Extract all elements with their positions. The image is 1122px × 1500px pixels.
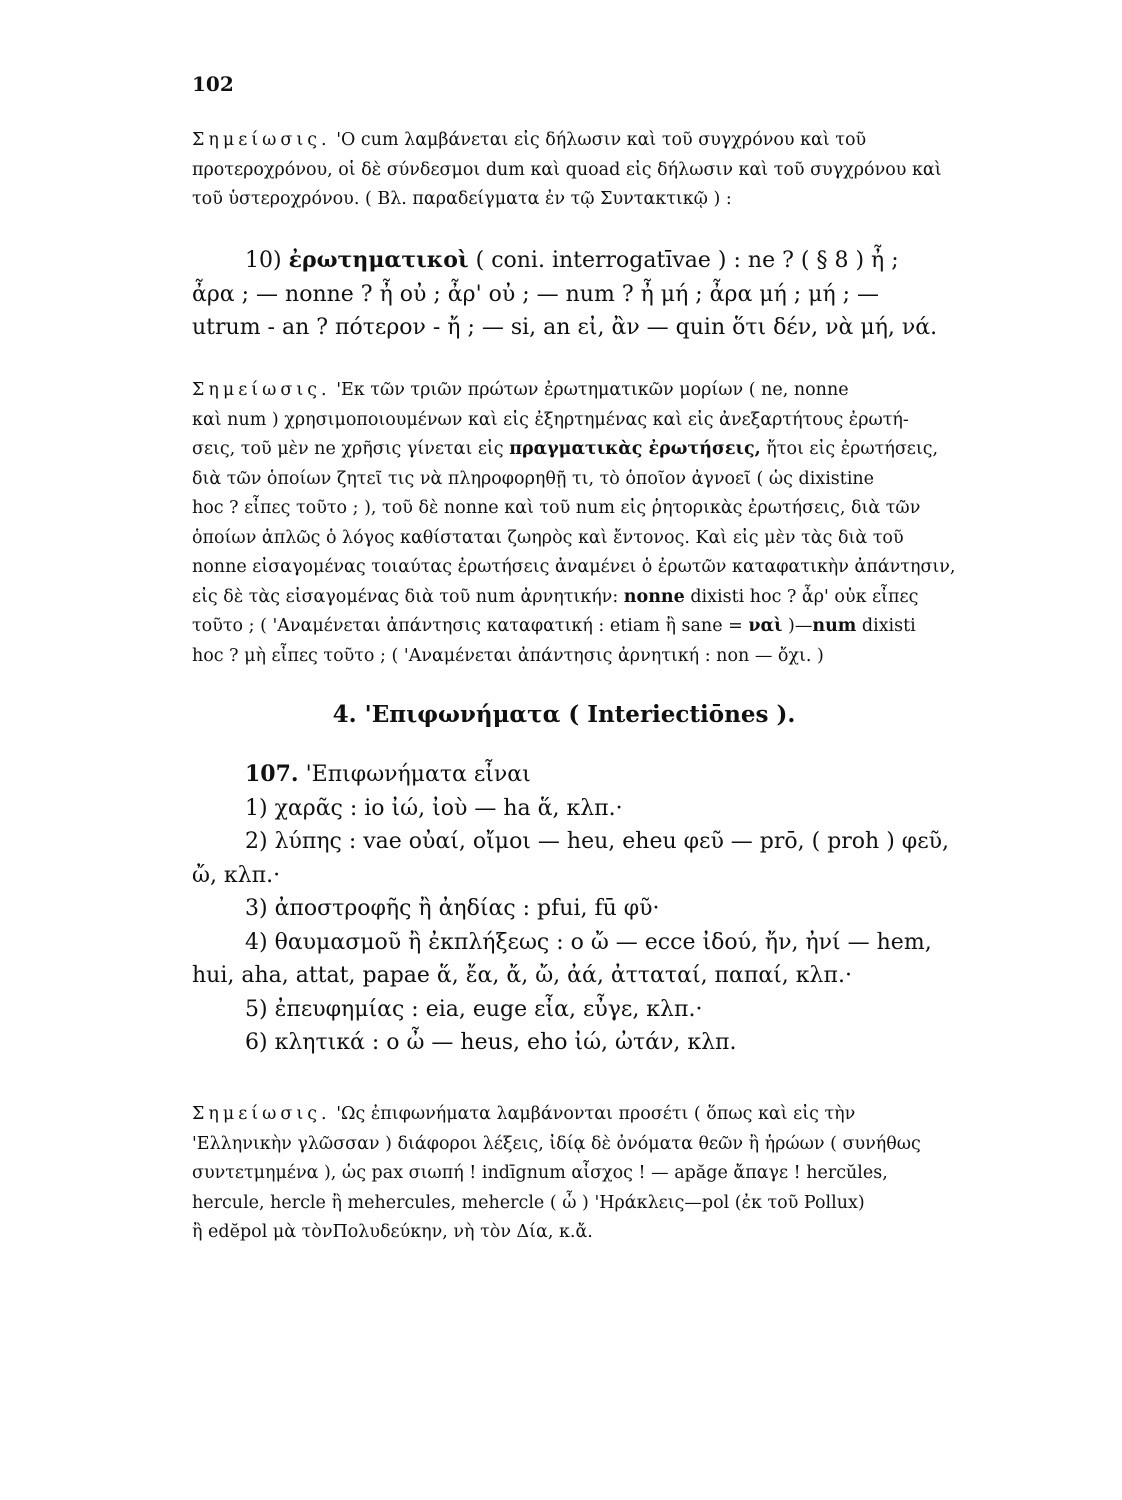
note-3-line-2: 'Ελληνικὴν γλῶσσαν ) διάφοροι λέξεις, ἰδίᾳ δὲ ὀνόματα θεῶν ἢ ἡρώων ( συνήθως bbox=[192, 1133, 921, 1154]
section-107 bbox=[192, 758, 949, 1060]
note-1-line-1: Σημείωσις. 'Ο cum λαμβάνεται εἰς δήλωσιν καὶ τοῦ συγχρόνου καὶ τοῦ bbox=[192, 130, 867, 150]
list-item: 3) ἀποστροφῆς ἢ ἀηδίας : pfui, fū φῦ· bbox=[245, 896, 660, 921]
note-2-line-4: διὰ τῶν ὁποίων ζητεῖ τις νὰ πληροφορηθῇ τι, τὸ ὁποῖον ἀγνοεῖ ( ὡς dixistine bbox=[192, 468, 875, 489]
section-heading: 4. 'Επιφωνήματα ( Interiectiōnes ). bbox=[332, 701, 796, 728]
note-1 bbox=[192, 126, 942, 215]
note-2-line-7: nonne εἰσαγομένας τοιαύτας ἐρωτήσεις ἀναμένει ὁ ἐρωτῶν καταφατικὴν ἀπάντησιν, bbox=[192, 557, 956, 577]
note-3-line-5: ἢ edĕpol μὰ τὸνΠολυδεύκην, νὴ τὸν Δία, κ.ἄ. bbox=[192, 1222, 593, 1242]
note-2-line-8: εἰς δὲ τὰς εἰσαγομένας διὰ τοῦ num ἀρνητικήν: nonne dixisti hoc ? ἆρ' οὐκ εἶπες bbox=[192, 586, 919, 607]
note-label: Σημείωσις. bbox=[192, 130, 331, 150]
note-label: Σημείωσις. bbox=[192, 1104, 331, 1124]
list-item-continuation: ὤ, κλπ.· bbox=[192, 862, 281, 888]
list-item: 4) θαυμασμοῦ ἢ ἐκπλήξεως : o ὤ — ecce ἰδού, ἤν, ἠνί — hem, bbox=[245, 929, 932, 955]
note-2 bbox=[192, 376, 956, 671]
item-10-term: ἐρωτηματικοὶ bbox=[288, 247, 469, 273]
note-1-line-2: προτεροχρόνου, οἱ δὲ σύνδεσμοι dum καὶ quoad εἰς δήλωσιν καὶ τοῦ συγχρόνου καὶ bbox=[192, 159, 942, 180]
item-10-line-3: utrum - an ? πότερον - ἤ ; — si, an εἰ, ἂν — quin ὅτι δέν, νὰ μή, νά. bbox=[192, 315, 938, 340]
item-10-line-2: ἆρα ; — nonne ? ἦ οὐ ; ἆρ' οὐ ; — num ? ἦ μή ; ἆρα μή ; μή ; — bbox=[192, 281, 880, 307]
list-item: 5) ἐπευφημίας : eia, euge εἶα, εὖγε, κλπ.· bbox=[245, 996, 703, 1022]
list-item-continuation: hui, aha, attat, papae ἅ, ἔα, ἄ, ὤ, ἀά, ἀτταταί, παπαί, κλπ.· bbox=[192, 963, 852, 988]
note-label: Σημείωσις. bbox=[192, 380, 331, 400]
item-10 bbox=[192, 244, 936, 345]
list-item: 1) χαρᾶς : io ἰώ, ἰοὺ — ha ἅ, κλπ.· bbox=[245, 795, 623, 821]
note-2-line-3: σεις, τοῦ μὲν ne χρῆσις γίνεται εἰς πραγματικὰς ἐρωτήσεις, ἤτοι εἰς ἐρωτήσεις, bbox=[192, 439, 939, 459]
note-1-line-3: τοῦ ὑστεροχρόνου. ( Βλ. παραδείγματα ἐν τῷ Συντακτικῷ ) : bbox=[192, 189, 732, 209]
note-3-line-3: συντετμημένα ), ὡς pax σιωπή ! indīgnum αἶσχος ! — apăge ἄπαγε ! hercŭles, bbox=[192, 1163, 888, 1183]
section-107-intro: 107. 'Επιφωνήματα εἶναι bbox=[245, 761, 531, 787]
page-number: 102 bbox=[192, 72, 234, 96]
note-3 bbox=[192, 1100, 932, 1248]
note-2-line-9: τοῦτο ; ( 'Αναμένεται ἀπάντησις καταφατική : etiam ἢ sane = ναὶ )—num dixisti bbox=[192, 616, 916, 636]
note-2-line-5: hoc ? εἶπες τοῦτο ; ), τοῦ δὲ nonne καὶ τοῦ num εἰς ῥητορικὰς ἐρωτήσεις, διὰ τῶν bbox=[192, 498, 921, 518]
list-item: 6) κλητικά : o ὦ — heus, eho ἰώ, ὠτάν, κλπ. bbox=[245, 1030, 737, 1055]
note-2-line-6: ὁποίων ἁπλῶς ὁ λόγος καθίσταται ζωηρὸς καὶ ἔντονος. Καὶ εἰς μὲν τὰς διὰ τοῦ bbox=[192, 527, 904, 548]
list-item: 2) λύπης : vae οὐαί, οἴμοι — heu, eheu φεῦ — prō, ( proh ) φεῦ, bbox=[245, 829, 949, 854]
note-3-line-1: Σημείωσις. 'Ως ἐπιφωνήματα λαμβάνονται προσέτι ( ὅπως καὶ εἰς τὴν bbox=[192, 1104, 856, 1124]
note-2-line-2: καὶ num ) χρησιμοποιουμένων καὶ εἰς ἐξηρτημένας καὶ εἰς ἀνεξαρτήτους ἐρωτή- bbox=[192, 409, 909, 430]
item-10-line-1: 10) ἐρωτηματικοὶ ( coni. interrogatīvae ) : ne ? ( § 8 ) ἦ ; bbox=[245, 247, 899, 273]
note-3-line-4: hercule, hercle ἢ mehercules, mehercle ( ὦ ) 'Ηράκλεις—pol (ἐκ τοῦ Pollux) bbox=[192, 1192, 865, 1213]
note-2-line-1: Σημείωσις. 'Εκ τῶν τριῶν πρώτων ἐρωτηματικῶν μορίων ( ne, nonne bbox=[192, 380, 849, 400]
note-2-line-10: hoc ? μὴ εἶπες τοῦτο ; ( 'Αναμένεται ἀπάντησις ἀρνητική : non — ὄχι. ) bbox=[192, 645, 824, 666]
